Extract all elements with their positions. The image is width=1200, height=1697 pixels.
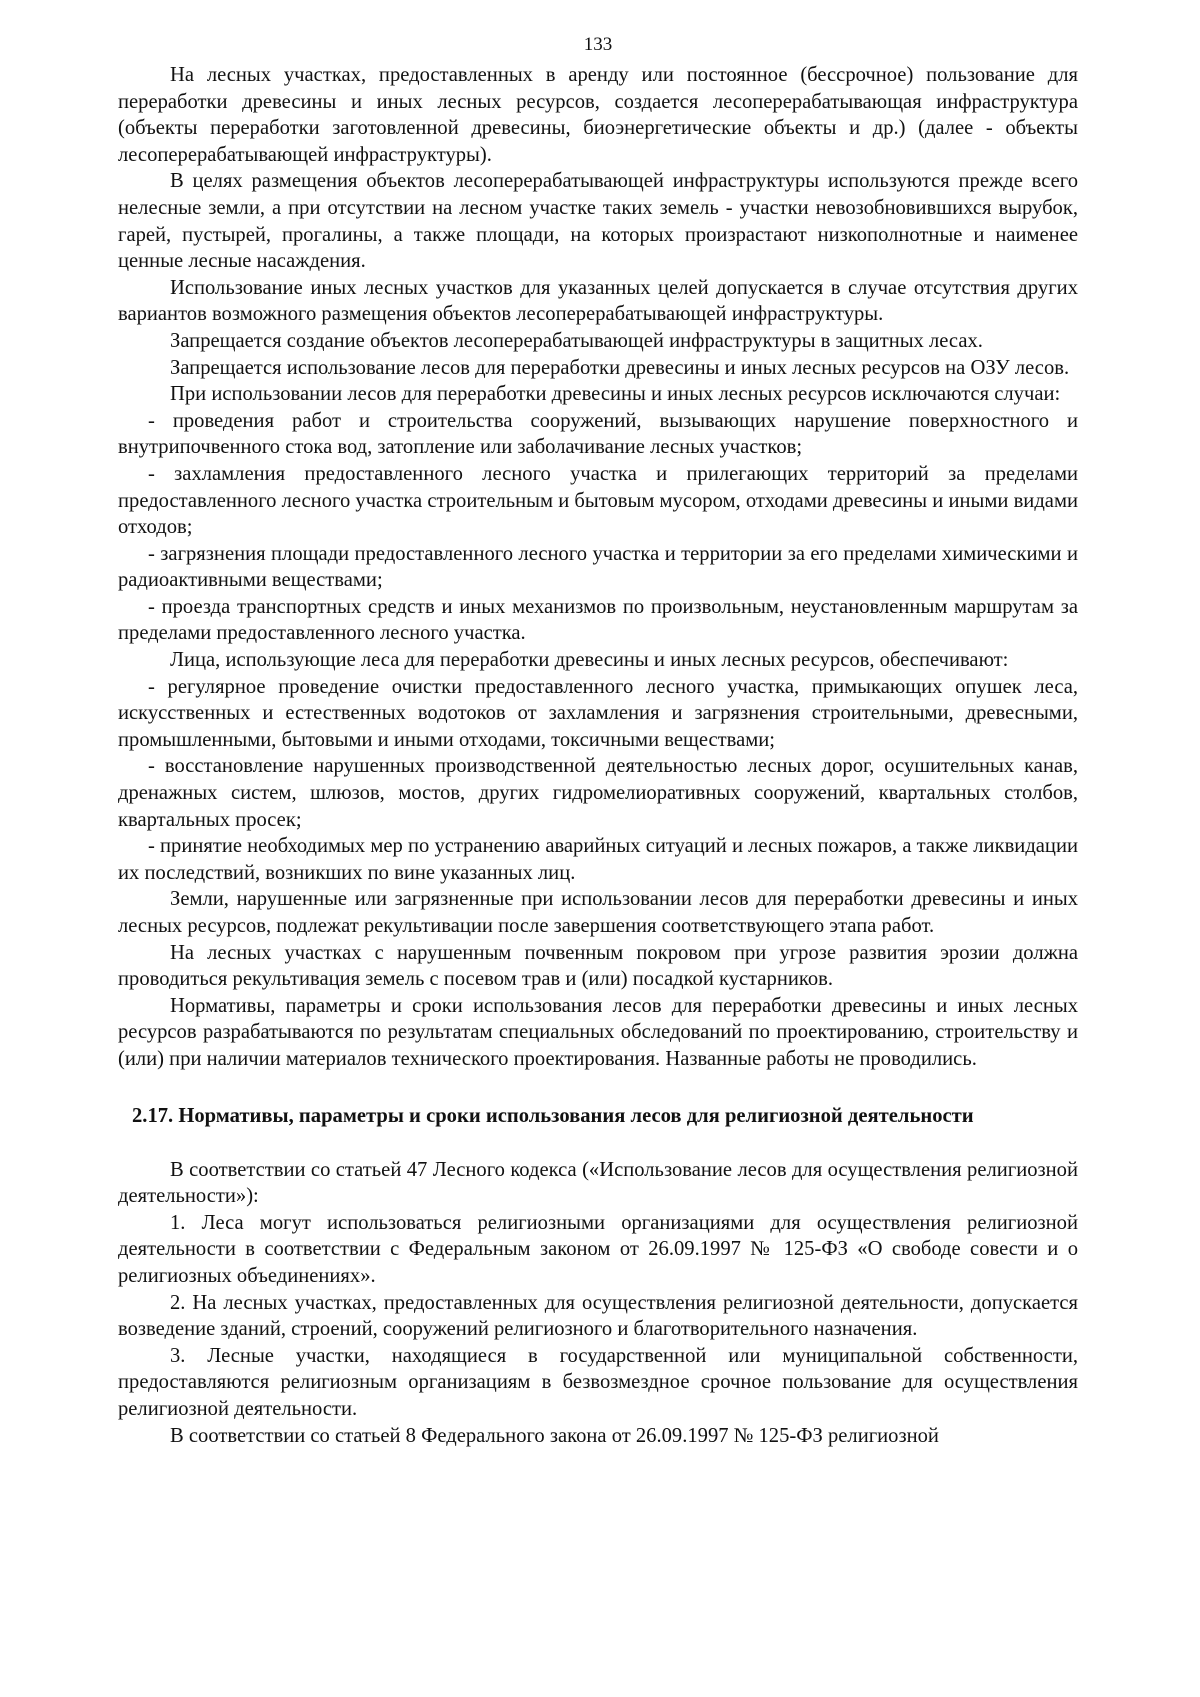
paragraph: 1. Леса могут использоваться религиозными организациями для осуществления религиозной деятельности в соответствии с Федеральным законом от 26.09.1997 № 125-ФЗ «О свободе совести и о религиозных объединениях». [118, 1211, 1078, 1287]
list-item: - проезда транспортных средств и иных механизмов по произвольным, неустановленным маршрутам за пределами предоставленного лесного участка. [118, 595, 1078, 645]
list-item: - восстановление нарушенных производственной деятельностью лесных дорог, осушительных канав, дренажных систем, шлюзов, мостов, других гидромелиоративных сооружений, квартальных столбов, квартальных просек; [118, 755, 1078, 831]
list-item: - проведения работ и строительства сооружений, вызывающих нарушение поверхностного и внутрипочвенного стока вод, затопление или заболачивание лесных участков; [118, 409, 1078, 459]
paragraph: Нормативы, параметры и сроки использования лесов для переработки древесины и иных лесных ресурсов разрабатываются по результатам специальных обследований по проектированию, строительству и (или) при наличии материалов технического проектирования. Названные работы не проводились. [118, 994, 1078, 1070]
paragraph: Лица, использующие леса для переработки древесины и иных лесных ресурсов, обеспечивают: [170, 649, 1009, 672]
list-item: - загрязнения площади предоставленного лесного участка и территории за его пределами химическими и радиоактивными веществами; [118, 542, 1078, 592]
paragraph: 2. На лесных участках, предоставленных для осуществления религиозной деятельности, допускается возведение зданий, строений, сооружений религиозного и благотворительного назначения. [118, 1291, 1078, 1341]
paragraph: Запрещается создание объектов лесоперерабатывающей инфраструктуры в защитных лесах. [170, 329, 983, 352]
list-item: - захламления предоставленного лесного участка и прилегающих территорий за пределами предоставленного лесного участка строительным и бытовым мусором, отходами древесины и иными видами отходов; [118, 462, 1078, 539]
list-item: - принятие необходимых мер по устранению аварийных ситуаций и лесных пожаров, а также ликвидации их последствий, возникших по вине указанных лиц. [118, 835, 1078, 884]
paragraph: В целях размещения объектов лесоперерабатывающей инфраструктуры используются прежде всего нелесные земли, а при отсутствии на лесном участке таких земель - участки невозобновившихся вырубок, гарей, пустырей, прогалины, а также площади, на которых произрастают низкополнотные и наименее ценные лесные насаждения. [118, 170, 1078, 273]
paragraph: На лесных участках с нарушенным почвенным покровом при угрозе развития эрозии должна проводиться рекультивация земель с посевом трав и (или) посадкой кустарников. [118, 941, 1078, 991]
list-item: - регулярное проведение очистки предоставленного лесного участка, примыкающих опушек леса, искусственных и естественных водотоков от захламления и загрязнения строительными, древесными, промышленными, бытовыми и иными отходами, токсичными веществами; [118, 675, 1078, 751]
paragraph: В соответствии со статьей 8 Федерального закона от 26.09.1997 № 125-ФЗ религиозной [170, 1424, 939, 1447]
paragraph: Земли, нарушенные или загрязненные при использовании лесов для переработки древесины и иных лесных ресурсов, подлежат рекультивации после завершения соответствующего этапа работ. [118, 888, 1078, 937]
section-heading: 2.17. Нормативы, параметры и сроки использования лесов для религиозной деятельности [132, 1104, 974, 1127]
paragraph: В соответствии со статьей 47 Лесного кодекса («Использование лесов для осуществления религиозной деятельности»): [118, 1158, 1078, 1208]
paragraph: На лесных участках, предоставленных в аренду или постоянное (бессрочное) пользование для переработки древесины и иных лесных ресурсов, создается лесоперерабатывающая инфраструктура (объекты переработки заготовленной древесины, биоэнергетические объекты и др.) (далее - объекты лесоперерабатывающей инфраструктуры). [118, 64, 1078, 166]
paragraph: 3. Лесные участки, находящиеся в государственной или муниципальной собственности, предоставляются религиозным организациям в безвозмездное срочное пользование для осуществления религиозной деятельности. [118, 1344, 1078, 1420]
document-page [118, 34, 1078, 1449]
paragraph: Использование иных лесных участков для указанных целей допускается в случае отсутствия других вариантов возможного размещения объектов лесоперерабатывающей инфраструктуры. [118, 276, 1078, 326]
paragraph: При использовании лесов для переработки древесины и иных лесных ресурсов исключаются случаи: [170, 383, 1061, 406]
page-number: 133 [583, 34, 613, 55]
paragraph: Запрещается использование лесов для переработки древесины и иных лесных ресурсов на ОЗУ лесов. [170, 356, 1070, 379]
